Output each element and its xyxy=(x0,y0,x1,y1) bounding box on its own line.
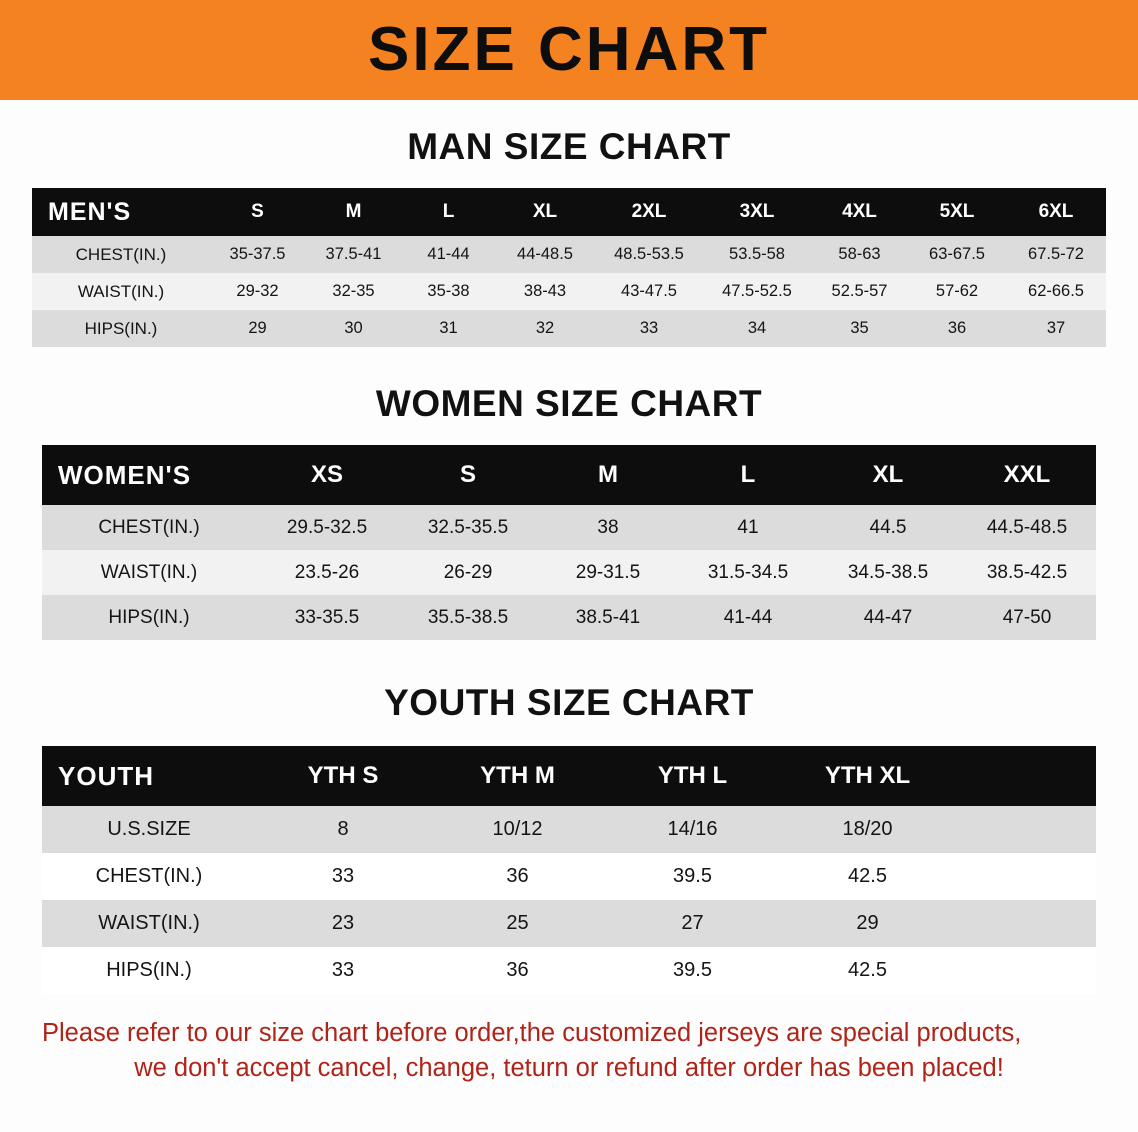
table-cell: 29 xyxy=(210,310,305,347)
column-header: XL xyxy=(495,188,595,236)
table-header-row xyxy=(32,188,1106,236)
table-cell: 37.5-41 xyxy=(305,236,402,273)
row-label: HIPS(IN.) xyxy=(42,595,256,640)
row-label: WAIST(IN.) xyxy=(32,273,210,310)
table-cell: 35-38 xyxy=(402,273,495,310)
table-cell: 33 xyxy=(256,947,430,994)
column-header: XS xyxy=(256,445,398,505)
column-header: 5XL xyxy=(908,188,1006,236)
table-cell: 38-43 xyxy=(495,273,595,310)
table-row xyxy=(32,236,1106,273)
table-row xyxy=(42,900,1096,947)
table-cell: 34 xyxy=(703,310,811,347)
disclaimer-line-1: Please refer to our size chart before order,the customized jerseys are special products, xyxy=(42,1019,1022,1047)
row-label: CHEST(IN.) xyxy=(32,236,210,273)
table-cell: 44-47 xyxy=(818,595,958,640)
table-cell: 33-35.5 xyxy=(256,595,398,640)
row-label: HIPS(IN.) xyxy=(32,310,210,347)
table-row xyxy=(42,595,1096,640)
row-label: CHEST(IN.) xyxy=(42,505,256,550)
table-cell: 47-50 xyxy=(958,595,1096,640)
table-cell: 33 xyxy=(595,310,703,347)
table-cell: 52.5-57 xyxy=(811,273,908,310)
table-row xyxy=(42,550,1096,595)
table-cell: 36 xyxy=(430,947,605,994)
table-cell: 38.5-42.5 xyxy=(958,550,1096,595)
column-header: YTH XL xyxy=(780,746,955,806)
disclaimer-note xyxy=(42,1016,1096,1086)
women-size-table xyxy=(42,445,1096,640)
table-cell: 34.5-38.5 xyxy=(818,550,958,595)
table-cell: 41-44 xyxy=(402,236,495,273)
table-cell: 30 xyxy=(305,310,402,347)
column-header-empty xyxy=(955,746,1096,806)
row-label: CHEST(IN.) xyxy=(42,853,256,900)
table-cell: 33 xyxy=(256,853,430,900)
page-title: SIZE CHART xyxy=(368,15,770,84)
header-banner xyxy=(0,0,1138,100)
column-header: WOMEN'S xyxy=(42,445,256,505)
table-cell: 62-66.5 xyxy=(1006,273,1106,310)
column-header: 3XL xyxy=(703,188,811,236)
table-cell: 47.5-52.5 xyxy=(703,273,811,310)
table-cell: 26-29 xyxy=(398,550,538,595)
table-cell: 63-67.5 xyxy=(908,236,1006,273)
column-header: 2XL xyxy=(595,188,703,236)
table-cell: 53.5-58 xyxy=(703,236,811,273)
table-cell: 48.5-53.5 xyxy=(595,236,703,273)
column-header: M xyxy=(305,188,402,236)
table-cell: 31.5-34.5 xyxy=(678,550,818,595)
table-row xyxy=(42,947,1096,994)
table-cell: 44-48.5 xyxy=(495,236,595,273)
table-cell: 32-35 xyxy=(305,273,402,310)
column-header: L xyxy=(678,445,818,505)
table-cell: 42.5 xyxy=(780,853,955,900)
column-header: 6XL xyxy=(1006,188,1106,236)
table-cell: 35 xyxy=(811,310,908,347)
column-header: XXL xyxy=(958,445,1096,505)
table-cell: 41 xyxy=(678,505,818,550)
table-cell: 58-63 xyxy=(811,236,908,273)
column-header: YOUTH xyxy=(42,746,256,806)
table-cell: 39.5 xyxy=(605,853,780,900)
table-cell: 38 xyxy=(538,505,678,550)
table-row xyxy=(42,853,1096,900)
column-header: M xyxy=(538,445,678,505)
table-cell: 25 xyxy=(430,900,605,947)
table-cell: 29-32 xyxy=(210,273,305,310)
column-header: L xyxy=(402,188,495,236)
table-cell: 36 xyxy=(430,853,605,900)
table-row xyxy=(42,806,1096,853)
table-cell: 67.5-72 xyxy=(1006,236,1106,273)
table-cell-empty xyxy=(955,947,1096,994)
table-cell-empty xyxy=(955,853,1096,900)
table-cell: 36 xyxy=(908,310,1006,347)
table-cell: 29.5-32.5 xyxy=(256,505,398,550)
table-cell: 42.5 xyxy=(780,947,955,994)
column-header: 4XL xyxy=(811,188,908,236)
table-cell: 35.5-38.5 xyxy=(398,595,538,640)
table-cell: 35-37.5 xyxy=(210,236,305,273)
table-cell: 10/12 xyxy=(430,806,605,853)
table-cell: 38.5-41 xyxy=(538,595,678,640)
table-cell: 57-62 xyxy=(908,273,1006,310)
table-cell: 18/20 xyxy=(780,806,955,853)
table-cell: 8 xyxy=(256,806,430,853)
table-row xyxy=(42,505,1096,550)
table-cell: 31 xyxy=(402,310,495,347)
column-header: XL xyxy=(818,445,958,505)
column-header: S xyxy=(398,445,538,505)
man-section-title: MAN SIZE CHART xyxy=(407,126,731,167)
man-size-table xyxy=(32,188,1106,347)
table-cell: 32.5-35.5 xyxy=(398,505,538,550)
table-cell: 39.5 xyxy=(605,947,780,994)
table-cell: 29-31.5 xyxy=(538,550,678,595)
table-cell: 43-47.5 xyxy=(595,273,703,310)
table-row xyxy=(32,273,1106,310)
table-cell: 27 xyxy=(605,900,780,947)
table-cell: 23.5-26 xyxy=(256,550,398,595)
table-cell: 44.5 xyxy=(818,505,958,550)
table-cell: 29 xyxy=(780,900,955,947)
table-header-row xyxy=(42,746,1096,806)
column-header: YTH M xyxy=(430,746,605,806)
table-cell: 44.5-48.5 xyxy=(958,505,1096,550)
table-cell-empty xyxy=(955,900,1096,947)
table-row xyxy=(32,310,1106,347)
row-label: WAIST(IN.) xyxy=(42,550,256,595)
table-cell: 37 xyxy=(1006,310,1106,347)
table-cell: 41-44 xyxy=(678,595,818,640)
women-section-title: WOMEN SIZE CHART xyxy=(375,383,763,424)
youth-size-table xyxy=(42,746,1096,994)
table-cell-empty xyxy=(955,806,1096,853)
youth-section-title: YOUTH SIZE CHART xyxy=(384,682,754,723)
table-cell: 32 xyxy=(495,310,595,347)
row-label: HIPS(IN.) xyxy=(42,947,256,994)
table-cell: 14/16 xyxy=(605,806,780,853)
column-header: S xyxy=(210,188,305,236)
table-cell: 23 xyxy=(256,900,430,947)
disclaimer-line-2: we don't accept cancel, change, teturn or refund after order has been placed! xyxy=(134,1054,1004,1083)
row-label: U.S.SIZE xyxy=(42,806,256,853)
column-header: YTH S xyxy=(256,746,430,806)
table-header-row xyxy=(42,445,1096,505)
row-label: WAIST(IN.) xyxy=(42,900,256,947)
column-header: MEN'S xyxy=(32,188,210,236)
column-header: YTH L xyxy=(605,746,780,806)
